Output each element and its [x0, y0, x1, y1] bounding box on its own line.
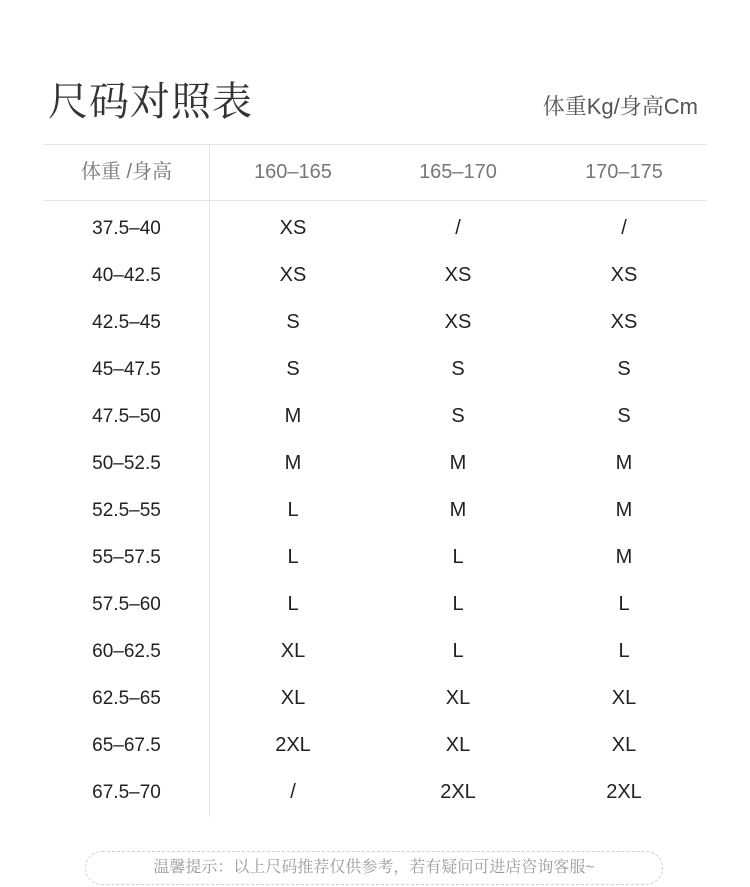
weight-cell: 62.5–65 [92, 688, 161, 709]
header-cell-height-170-175: 170–175 [585, 161, 663, 183]
weight-cell: 45–47.5 [92, 359, 161, 380]
size-cell: S [286, 311, 300, 333]
size-cell: L [452, 546, 464, 568]
size-cell: M [449, 499, 467, 521]
size-cell: XS [444, 264, 472, 286]
size-cell: S [451, 405, 465, 427]
size-cell: M [615, 452, 633, 474]
size-cell: 2XL [606, 781, 642, 803]
size-cell: M [449, 452, 467, 474]
size-cell: S [617, 405, 631, 427]
size-cell: M [615, 546, 633, 568]
weight-cell: 47.5–50 [92, 406, 161, 427]
table-row [44, 628, 707, 675]
weight-cell: 67.5–70 [92, 782, 161, 803]
weight-cell: 60–62.5 [92, 641, 161, 662]
size-cell: L [452, 640, 464, 662]
header-cell-height-165-170: 165–170 [419, 161, 497, 183]
table-row [44, 252, 707, 299]
table-body [44, 205, 707, 816]
header-cell-weight-height: 体重 /身高 [80, 161, 173, 183]
table-row [44, 440, 707, 487]
header-cell-height-160-165: 160–165 [254, 161, 332, 183]
table-row [44, 487, 707, 534]
size-cell: XS [279, 264, 307, 286]
size-cell: XL [280, 640, 306, 662]
table-row [44, 769, 707, 816]
size-cell: S [451, 358, 465, 380]
page-title: 尺码对照表 [48, 80, 253, 124]
weight-cell: 50–52.5 [92, 453, 161, 474]
size-cell: M [284, 452, 302, 474]
table-row [44, 393, 707, 440]
size-cell: XL [280, 687, 306, 709]
size-cell: / [621, 217, 627, 239]
size-cell: XS [610, 311, 638, 333]
size-cell: M [284, 405, 302, 427]
size-cell: XS [610, 264, 638, 286]
size-cell: XS [279, 217, 307, 239]
weight-cell: 57.5–60 [92, 594, 161, 615]
size-cell: XL [611, 687, 637, 709]
size-cell: M [615, 499, 633, 521]
size-cell: / [290, 781, 296, 803]
table-row [44, 346, 707, 393]
size-cell: XS [444, 311, 472, 333]
weight-cell: 52.5–55 [92, 500, 161, 521]
size-cell: L [618, 593, 630, 615]
size-cell: 2XL [440, 781, 476, 803]
size-tip-note: 温馨提示：以上尺码推荐仅供参考，若有疑问可进店咨询客服~ [85, 851, 663, 885]
size-cell: L [287, 593, 299, 615]
table-row [44, 205, 707, 252]
table-row [44, 581, 707, 628]
weight-cell: 42.5–45 [92, 312, 161, 333]
table-row [44, 722, 707, 769]
size-cell: S [286, 358, 300, 380]
weight-cell: 55–57.5 [92, 547, 161, 568]
size-cell: L [618, 640, 630, 662]
size-cell: L [287, 499, 299, 521]
size-cell: / [455, 217, 461, 239]
weight-cell: 40–42.5 [92, 265, 161, 286]
table-row [44, 299, 707, 346]
unit-label: 体重Kg/身高Cm [542, 94, 698, 119]
size-cell: 2XL [275, 734, 311, 756]
weight-cell: 37.5–40 [92, 218, 161, 239]
table-row [44, 675, 707, 722]
size-cell: XL [611, 734, 637, 756]
size-cell: S [617, 358, 631, 380]
size-cell: L [287, 546, 299, 568]
size-cell: XL [445, 734, 471, 756]
table-row [44, 534, 707, 581]
table-header-row [44, 145, 707, 200]
size-cell: XL [445, 687, 471, 709]
weight-cell: 65–67.5 [92, 735, 161, 756]
table-header-divider [44, 200, 707, 201]
size-cell: L [452, 593, 464, 615]
